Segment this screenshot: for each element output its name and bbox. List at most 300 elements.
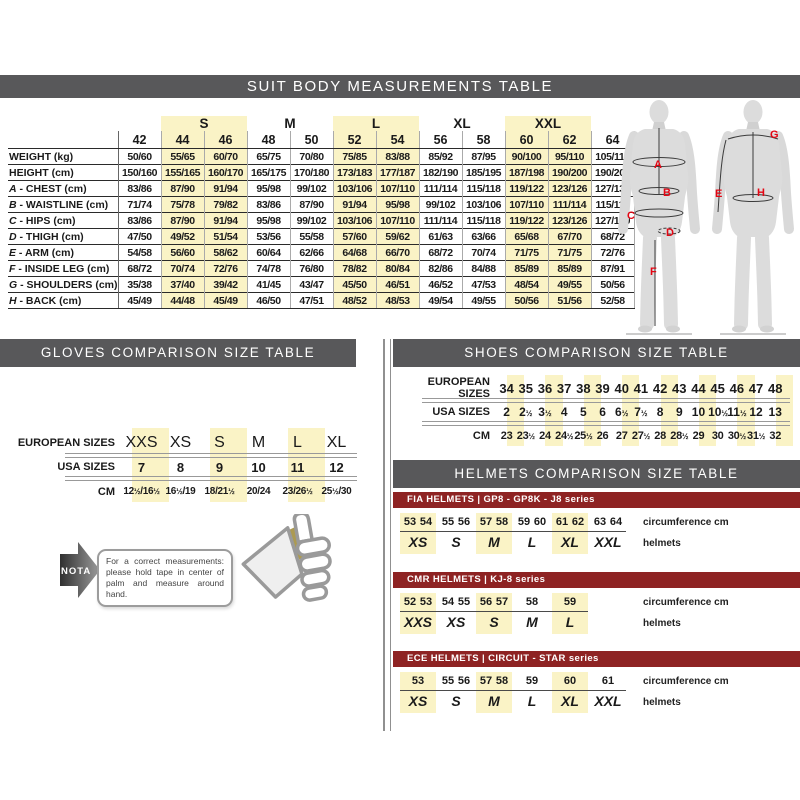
shoes-table-title: SHOES COMPARISON SIZE TABLE <box>464 345 729 360</box>
shoes-table-cm-value: 25½ <box>574 430 593 442</box>
circumference-value: 62 <box>571 516 585 528</box>
fia-helmet-groups <box>400 513 626 554</box>
measurement-value: 58/62 <box>204 245 247 261</box>
cmr-helmet-groups <box>400 593 588 634</box>
shoes-table-eu-value: 43 <box>672 380 687 396</box>
shoes-table-cm-value: 28 <box>654 430 666 442</box>
helmet-size-group <box>400 513 436 554</box>
back-right-leg <box>762 238 765 324</box>
circumference-value: 52 <box>403 596 417 608</box>
circumference-value: 60 <box>563 675 577 687</box>
measurement-value: 76/80 <box>290 261 333 277</box>
circumference-value: 61 <box>601 675 615 687</box>
figure-label-D: D <box>666 227 674 239</box>
shoes-table-cm-value: 30½ <box>727 430 746 442</box>
gloves-table-cm-value: 12½/16½ <box>123 486 160 497</box>
fia-helmets-series-bar: FIA HELMETS | GP8 - GP8K - J8 series <box>393 492 800 508</box>
measurement-value: 103/106 <box>462 197 505 213</box>
measurement-value: 99/102 <box>290 181 333 197</box>
helmet-size-label: M <box>526 614 538 630</box>
gloves-table-eu-value: L <box>293 433 302 451</box>
measurement-value: 64/68 <box>333 245 376 261</box>
row-label: USA SIZES <box>432 406 490 418</box>
helmet-size-label: M <box>488 534 500 550</box>
measurement-value: 37/40 <box>161 277 204 293</box>
suit-table-title: SUIT BODY MEASUREMENTS TABLE <box>246 78 554 95</box>
helmets-label: helmets <box>643 538 681 549</box>
circumference-value: 59 <box>517 516 531 528</box>
helmet-circumference-values <box>514 672 550 690</box>
figure-label-A: A <box>654 159 662 171</box>
gloves-table-usa-value: 10 <box>251 459 266 475</box>
shoes-table-cm-value: 29 <box>692 430 705 442</box>
measurement-value: 55/58 <box>290 229 333 245</box>
shoes-table-usa-value: 3½ <box>538 405 552 419</box>
measurement-value: 82/86 <box>419 261 462 277</box>
measurement-value: 182/190 <box>419 165 462 181</box>
section-divider <box>383 339 391 731</box>
measurement-value: 54/58 <box>118 245 161 261</box>
figure-label-H: H <box>757 187 765 199</box>
measurement-value: 87/90 <box>290 197 333 213</box>
shoes-table-row-cm <box>397 426 797 446</box>
figure-label-E: E <box>715 188 723 200</box>
measurement-row-label: E - ARM (cm) <box>8 245 118 261</box>
measurement-row <box>8 293 634 309</box>
gloves-table-usa-value: 8 <box>176 459 185 475</box>
shoes-table-usa-value: 5 <box>580 405 587 419</box>
measurement-value: 46/50 <box>247 293 290 309</box>
measurement-value: 45/49 <box>204 293 247 309</box>
gloves-table-title: GLOVES COMPARISON SIZE TABLE <box>40 345 316 360</box>
measurement-row-label: HEIGHT (cm) <box>8 165 118 181</box>
measurement-value: 115/118 <box>462 213 505 229</box>
shoes-table-cm-value: 30 <box>711 430 724 442</box>
helmets-label: helmets <box>643 697 681 708</box>
measurement-value: 49/55 <box>548 277 591 293</box>
shoes-table-row-eu <box>397 378 797 398</box>
helmet-size-label: S <box>451 534 461 550</box>
shoes-table-cm-value: 23½ <box>516 430 535 442</box>
gloves-table-usa-value: 9 <box>215 459 224 475</box>
size-col-header: 48 <box>247 131 290 149</box>
measurement-value: 70/80 <box>290 149 333 165</box>
shoes-table-cm-value: 24½ <box>555 430 574 442</box>
gloves-table-cm-value: 20/24 <box>246 486 271 497</box>
circumference-value: 64 <box>609 516 623 528</box>
size-group-label: L <box>333 116 419 131</box>
shoes-table-usa-value: 6 <box>599 405 606 419</box>
circumference-label: circumference cm <box>643 597 729 608</box>
circumference-value: 58 <box>495 516 509 528</box>
shoes-table-cm-value: 26 <box>596 430 609 442</box>
helmet-size-label: XXL <box>594 693 622 709</box>
nota-arrow <box>60 541 100 599</box>
helmet-circumference-values <box>476 672 512 690</box>
size-group-row <box>8 116 634 131</box>
circumference-value: 59 <box>525 675 539 687</box>
size-group-label <box>118 116 161 131</box>
nota-label: NOTA <box>61 566 92 577</box>
helmet-circumference-values <box>590 672 626 690</box>
fia-helmets-block <box>393 492 800 564</box>
circumference-value: 53 <box>411 675 425 687</box>
shoes-table-usa-value: 9 <box>675 405 683 419</box>
helmet-size-label: S <box>451 693 461 709</box>
helmet-size-label: XL <box>561 693 579 709</box>
suit-measurements-table <box>8 116 635 309</box>
helmet-size-group <box>590 513 626 554</box>
measurement-value: 115/119 <box>591 197 634 213</box>
helmet-circumference-values <box>514 593 550 611</box>
measurement-value: 190/200 <box>548 165 591 181</box>
measurement-value: 85/89 <box>548 261 591 277</box>
helmet-divider-line <box>400 690 626 691</box>
measurement-value: 48/53 <box>376 293 419 309</box>
shoes-table-usa-value: 10 <box>691 405 706 419</box>
measurement-row <box>8 181 634 197</box>
helmet-size-group <box>514 513 550 554</box>
shoes-table-usa-value: 11½ <box>727 405 747 419</box>
helmet-circumference-values <box>476 513 512 531</box>
measurement-value: 79/82 <box>204 197 247 213</box>
measurement-value: 62/66 <box>290 245 333 261</box>
measurement-value: 45/49 <box>118 293 161 309</box>
measurement-row-label: F - INSIDE LEG (cm) <box>8 261 118 277</box>
size-col-header: 56 <box>419 131 462 149</box>
measurement-value: 177/187 <box>376 165 419 181</box>
measurement-row <box>8 261 634 277</box>
measurement-value: 160/170 <box>204 165 247 181</box>
measurement-row <box>8 197 634 213</box>
circumference-value: 63 <box>593 516 607 528</box>
measurement-value: 65/68 <box>505 229 548 245</box>
helmet-size-group <box>476 672 512 713</box>
circumference-value: 56 <box>457 675 471 687</box>
shoes-table-eu-value: 45 <box>710 380 725 396</box>
helmet-size-label: S <box>489 614 499 630</box>
shoes-table-usa-value: 8 <box>656 405 664 419</box>
helmet-size-label: L <box>527 693 537 709</box>
row-label: EUROPEAN SIZES <box>427 376 490 400</box>
shoes-table-usa-value: 2 <box>503 405 510 419</box>
circumference-value: 55 <box>441 516 455 528</box>
measurement-value: 90/100 <box>505 149 548 165</box>
shoes-table-eu-value: 44 <box>691 380 706 396</box>
measurement-value: 99/102 <box>419 197 462 213</box>
shoes-table-cm-value: 24 <box>539 430 551 442</box>
gloves-table-eu-value: M <box>251 433 266 451</box>
measurement-value: 84/88 <box>462 261 505 277</box>
corner-cell <box>8 116 118 131</box>
helmet-circumference-values <box>590 513 626 531</box>
measurement-value: 50/56 <box>505 293 548 309</box>
circumference-value: 58 <box>525 596 539 608</box>
ece-helmets-series-bar: ECE HELMETS | CIRCUIT - STAR series <box>393 651 800 667</box>
measurement-value: 87/90 <box>161 213 204 229</box>
helmets-table-title: HELMETS COMPARISON SIZE TABLE <box>454 466 739 481</box>
measurement-value: 83/86 <box>118 181 161 197</box>
shoes-table-eu-value: 42 <box>652 380 668 396</box>
size-col-header: 54 <box>376 131 419 149</box>
measurement-value: 74/78 <box>247 261 290 277</box>
shoes-table-eu-value: 34 <box>499 380 514 396</box>
measurement-value: 59/62 <box>376 229 419 245</box>
gloves-table-usa-value: 7 <box>137 459 146 475</box>
measurement-value: 46/52 <box>419 277 462 293</box>
measurement-value: 49/52 <box>161 229 204 245</box>
helmet-size-label: L <box>527 534 537 550</box>
figure-label-G: G <box>770 129 779 141</box>
measurement-value: 80/84 <box>376 261 419 277</box>
shoes-table-eu-value: 41 <box>633 380 649 396</box>
measurement-value: 83/88 <box>376 149 419 165</box>
measurement-row <box>8 277 634 293</box>
size-col-header: 58 <box>462 131 505 149</box>
helmet-size-label: XL <box>561 534 579 550</box>
helmet-size-group <box>438 513 474 554</box>
gloves-table-row-usa <box>10 458 358 476</box>
helmet-size-label: XS <box>408 693 428 709</box>
back-left-leg <box>741 238 744 324</box>
measurement-value: 85/92 <box>419 149 462 165</box>
measurement-value: 173/183 <box>333 165 376 181</box>
shoes-table-eu-value: 37 <box>556 380 572 396</box>
measurement-value: 95/98 <box>247 181 290 197</box>
measurement-value: 127/130 <box>591 213 634 229</box>
shoes-table-eu-value: 38 <box>576 380 591 396</box>
measurement-value: 78/82 <box>333 261 376 277</box>
shoes-table-eu-value: 40 <box>614 380 629 396</box>
cmr-helmets-block <box>393 572 800 644</box>
figure-label-B: B <box>663 187 671 199</box>
circumference-label: circumference cm <box>643 517 729 528</box>
helmet-size-group <box>552 513 588 554</box>
circumference-value: 54 <box>441 596 455 608</box>
measurement-value: 70/74 <box>161 261 204 277</box>
circumference-value: 54 <box>419 516 433 528</box>
helmet-divider-line <box>400 611 588 612</box>
measurement-value: 44/48 <box>161 293 204 309</box>
shoes-table-row-usa <box>397 403 797 421</box>
circumference-value: 57 <box>479 675 493 687</box>
helmet-circumference-values <box>400 513 436 531</box>
size-col-header: 60 <box>505 131 548 149</box>
measurement-value: 107/110 <box>505 197 548 213</box>
measurement-value: 35/38 <box>118 277 161 293</box>
helmet-circumference-values <box>438 672 474 690</box>
measurement-value: 39/42 <box>204 277 247 293</box>
size-col-header: 62 <box>548 131 591 149</box>
measurement-value: 190/200 <box>591 165 634 181</box>
measurement-value: 71/75 <box>505 245 548 261</box>
measurement-value: 45/50 <box>333 277 376 293</box>
circumference-value: 56 <box>479 596 493 608</box>
measurement-value: 72/76 <box>591 245 634 261</box>
measurement-value: 50/60 <box>118 149 161 165</box>
cmr-helmets-series-bar: CMR HELMETS | KJ-8 series <box>393 572 800 588</box>
measurement-row-label: D - THIGH (cm) <box>8 229 118 245</box>
measurement-value: 48/52 <box>333 293 376 309</box>
shoes-table-usa-value: 12 <box>749 405 763 419</box>
helmet-size-label: XXL <box>594 534 622 550</box>
shoes-table-usa-value: 13 <box>768 405 782 419</box>
shoes-table-usa-value: 6½ <box>615 405 629 419</box>
size-row <box>8 131 634 149</box>
gloves-table-cm-value: 18/21½ <box>204 486 235 497</box>
measurement-value: 185/195 <box>462 165 505 181</box>
shoes-table-usa-value: 10½ <box>708 405 729 419</box>
mannequin-back <box>715 100 789 334</box>
measurement-value: 60/70 <box>204 149 247 165</box>
gloves-table-eu-value: XL <box>326 433 347 451</box>
measurement-value: 103/106 <box>333 181 376 197</box>
circumference-value: 61 <box>555 516 569 528</box>
suit-table-title-bar <box>0 75 800 98</box>
measurement-value: 46/51 <box>376 277 419 293</box>
shoes-table-eu-value: 35 <box>518 380 534 396</box>
measurement-value: 68/72 <box>591 229 634 245</box>
circumference-value: 59 <box>563 596 577 608</box>
measurement-value: 63/66 <box>462 229 505 245</box>
measurement-value: 91/94 <box>204 213 247 229</box>
shoes-table-eu-value: 36 <box>537 380 553 396</box>
size-group-label: S <box>161 116 247 131</box>
measurement-value: 57/60 <box>333 229 376 245</box>
measurement-value: 123/126 <box>548 181 591 197</box>
measurement-value: 83/86 <box>118 213 161 229</box>
measurement-value: 111/114 <box>419 213 462 229</box>
measurement-value: 155/165 <box>161 165 204 181</box>
measurement-value: 107/110 <box>376 213 419 229</box>
size-col-header: 50 <box>290 131 333 149</box>
shoes-table-cm-value: 28½ <box>670 430 689 442</box>
circumference-value: 58 <box>495 675 509 687</box>
measurement-value: 119/122 <box>505 213 548 229</box>
mannequin-front <box>623 100 695 334</box>
measurement-value: 43/47 <box>290 277 333 293</box>
helmet-circumference-values <box>438 593 474 611</box>
shoes-table-eu-value: 46 <box>729 380 745 396</box>
helmet-size-group <box>552 672 588 713</box>
helmet-size-label: L <box>565 614 575 630</box>
measurement-value: 66/70 <box>376 245 419 261</box>
shoes-table-eu-value: 47 <box>748 380 764 396</box>
ece-helmet-groups <box>400 672 626 713</box>
measurement-row-label: A - CHEST (cm) <box>8 181 118 197</box>
shoes-table <box>397 375 797 446</box>
measurement-value: 71/75 <box>548 245 591 261</box>
shoes-table-usa-value: 2½ <box>519 405 533 419</box>
size-col-header: 42 <box>118 131 161 149</box>
helmet-size-group <box>552 593 588 634</box>
helmet-size-group <box>476 513 512 554</box>
gloves-table-usa-value: 11 <box>290 459 305 475</box>
helmet-circumference-values <box>400 672 436 690</box>
helmet-circumference-values <box>476 593 512 611</box>
measurement-value: 71/74 <box>118 197 161 213</box>
measurement-value: 65/75 <box>247 149 290 165</box>
circumference-label: circumference cm <box>643 676 729 687</box>
measurement-value: 70/74 <box>462 245 505 261</box>
helmet-size-group <box>438 593 474 634</box>
circumference-value: 60 <box>533 516 547 528</box>
gloves-table-row-eu <box>10 432 358 453</box>
size-col-header: 64 <box>591 131 634 149</box>
circumference-value: 57 <box>495 596 509 608</box>
gloves-table-title-bar <box>0 339 356 367</box>
helmet-size-group <box>514 593 550 634</box>
measurement-value: 187/198 <box>505 165 548 181</box>
measurement-value: 95/98 <box>376 197 419 213</box>
gloves-table-row-cm <box>10 481 358 502</box>
gloves-table-cm-value: 25½/30 <box>321 486 352 497</box>
measurement-value: 91/94 <box>204 181 247 197</box>
helmet-size-label: XS <box>446 614 466 630</box>
shoes-table-eu-value: 39 <box>595 380 610 396</box>
size-group-label: XL <box>453 116 471 131</box>
measurement-value: 111/114 <box>548 197 591 213</box>
circumference-value: 53 <box>419 596 433 608</box>
gloves-table-cm-value: 16½/19 <box>165 486 196 497</box>
helmet-divider-line <box>400 531 626 532</box>
shoes-table-usa-value: 7½ <box>634 405 648 419</box>
shoes-table-cm-value: 23 <box>500 430 513 442</box>
helmet-size-group <box>400 672 436 713</box>
figure-label-C: C <box>627 210 635 222</box>
measurement-value: 68/72 <box>419 245 462 261</box>
measurement-row <box>8 165 634 181</box>
measurement-row <box>8 213 634 229</box>
helmet-circumference-values <box>552 593 588 611</box>
shoes-table-eu-value: 48 <box>767 380 783 396</box>
ece-helmets-block <box>393 651 800 723</box>
measurement-value: 115/118 <box>462 181 505 197</box>
thumbs-up-icon <box>240 514 340 614</box>
shoes-table-usa-value: 4 <box>560 405 568 419</box>
measurement-value: 87/91 <box>591 261 634 277</box>
helmet-size-label: XS <box>408 534 428 550</box>
measurement-value: 51/56 <box>548 293 591 309</box>
measurement-value: 48/54 <box>505 277 548 293</box>
gloves-table <box>10 428 358 502</box>
helmet-circumference-values <box>438 513 474 531</box>
measurement-row-label: WEIGHT (kg) <box>8 149 118 165</box>
helmets-table-title-bar <box>393 460 800 488</box>
helmet-size-label: M <box>488 693 500 709</box>
helmet-circumference-values <box>552 672 588 690</box>
measurement-value: 61/63 <box>419 229 462 245</box>
corner-cell <box>8 131 118 149</box>
measurement-value: 47/53 <box>462 277 505 293</box>
measurement-value: 95/98 <box>247 213 290 229</box>
helmet-size-group <box>514 672 550 713</box>
row-label: USA SIZES <box>57 461 115 473</box>
helmet-circumference-values <box>400 593 436 611</box>
measurement-value: 99/102 <box>290 213 333 229</box>
measurement-value: 87/90 <box>161 181 204 197</box>
nota-text-box: For a correct measurements: please hold tape in center of palm and measure around hand. <box>97 549 233 607</box>
measurement-row-label: G - SHOULDERS (cm) <box>9 278 118 291</box>
measurement-value: 67/70 <box>548 229 591 245</box>
measurement-value: 107/110 <box>376 181 419 197</box>
shoes-table-cm-value: 32 <box>769 430 782 442</box>
body-measurement-figures <box>614 98 798 340</box>
row-label: EUROPEAN SIZES <box>17 436 115 449</box>
size-col-header: 52 <box>333 131 376 149</box>
measurement-value: 165/175 <box>247 165 290 181</box>
gloves-table-cm-value: 23/26½ <box>282 486 313 497</box>
